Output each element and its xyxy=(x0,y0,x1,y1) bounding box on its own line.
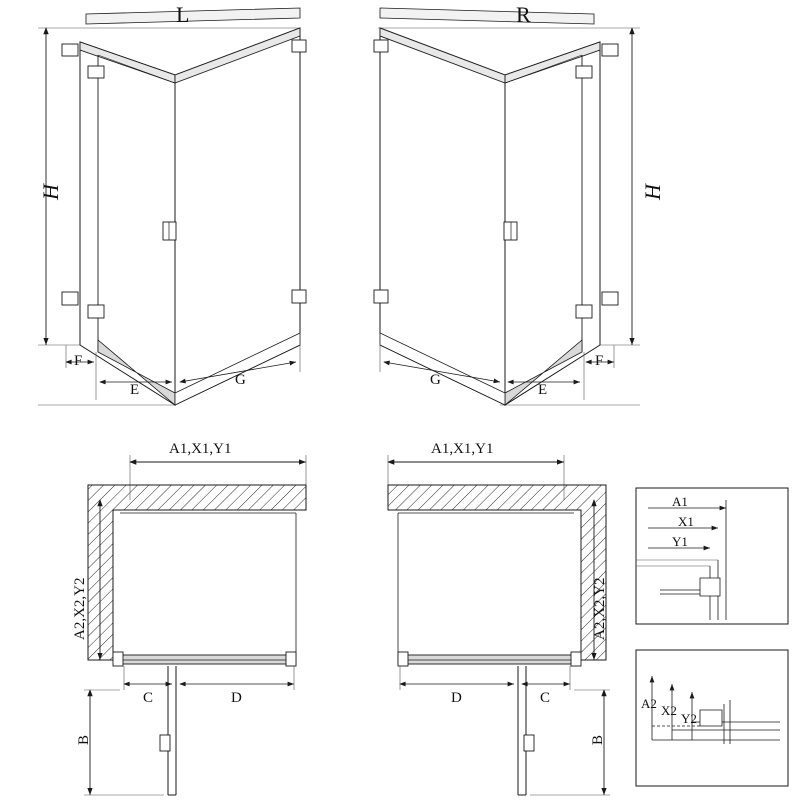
dim-a2x2y2-right: A2,X2,Y2 xyxy=(592,577,608,640)
dim-f-left: F xyxy=(74,353,83,369)
detail-label-y2: Y2 xyxy=(681,711,697,726)
dim-g-right: G xyxy=(430,372,441,388)
dim-a2x2y2-left: A2,X2,Y2 xyxy=(72,577,88,640)
detail-label-a1: A1 xyxy=(672,494,688,509)
detail-label-x2: X2 xyxy=(661,703,677,718)
dim-e-right: E xyxy=(538,382,548,398)
dim-b-left: B xyxy=(76,734,92,745)
dim-f-right: F xyxy=(595,353,604,369)
dim-d-left: D xyxy=(231,690,242,706)
detail-label-a2: A2 xyxy=(641,696,657,711)
dim-height-right: H xyxy=(640,184,665,200)
view-label-left: L xyxy=(176,2,190,27)
dim-e-left: E xyxy=(130,382,140,398)
detail-label-x1: X1 xyxy=(678,514,694,529)
dim-a1x1y1-left: A1,X1,Y1 xyxy=(169,441,232,457)
dim-height-left: H xyxy=(38,184,63,200)
view-label-right: R xyxy=(516,2,531,27)
elevation-view-right xyxy=(374,8,640,405)
plan-view-left xyxy=(84,455,306,795)
dim-b-right: B xyxy=(590,734,606,745)
dim-d-right: D xyxy=(451,690,462,706)
dim-a1x1y1-right: A1,X1,Y1 xyxy=(431,441,494,457)
detail-top-right xyxy=(636,488,788,624)
elevation-view-left xyxy=(38,8,306,405)
dim-g-left: G xyxy=(235,372,246,388)
detail-label-y1: Y1 xyxy=(672,534,688,549)
plan-view-right xyxy=(388,455,610,795)
dim-c-left: C xyxy=(143,690,154,706)
detail-bottom-right xyxy=(636,650,788,786)
dim-c-right: C xyxy=(540,690,551,706)
